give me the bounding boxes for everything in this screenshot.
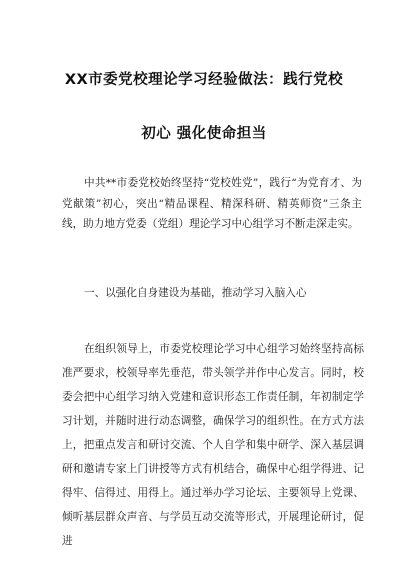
body-paragraph: 在组织领导上，市委党校理论学习中心组学习始终坚持高标准严要求，校领导率先垂范，带头领学并作中心发言。同时，校委会把中心组学习纳入党建和意识形态工作责任制，年初制定学习计划，并随时进行动态调整，确保学习的组织性。在方式方法上，把重点发言和研讨交流、个人自学和集中研学、深入基层调研和邀请专家上门讲授等方式有机结合，确保中心组学得进、记得牢、信得过、用得上。通过举办学习论坛、主要领导上党课、倾听基层群众声音、与学员互动交流等形式，开展理论研讨，促进 — [62, 343, 364, 547]
section-heading: 一、以强化自身建设为基础，推动学习入脑入心 — [84, 287, 307, 299]
intro-paragraph: 中共**市委党校始终坚持“党校姓党”，践行“为党育才、为党献策”初心，突出“精品课程、精深科研、精英师资”三条主线，助力地方党委（党组）理论学习中心组学习不断走深走实。 — [62, 177, 362, 230]
document-title-line-2: 初心 强化使命担当 — [141, 126, 267, 142]
document-title-line-1: XX市委党校理论学习经验做法：践行党校 — [64, 72, 344, 88]
